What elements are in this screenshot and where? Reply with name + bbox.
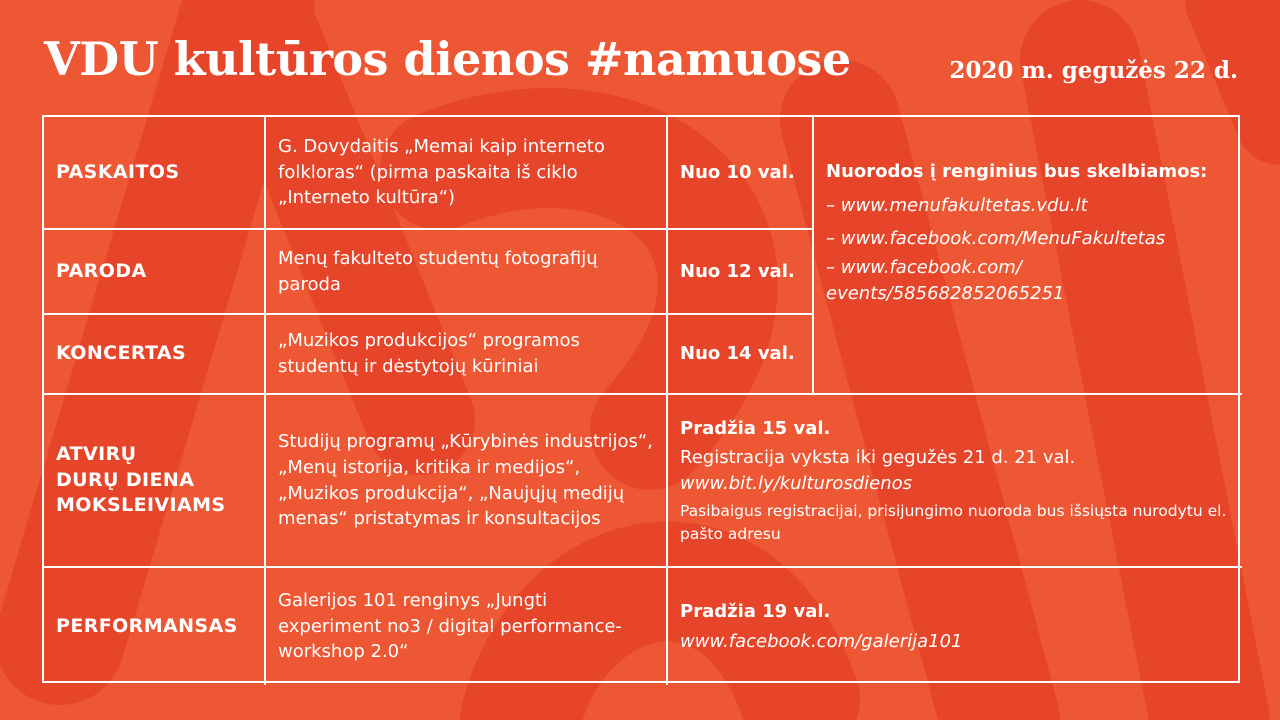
description-performance: Galerijos 101 renginys „Jungti experiment no3 / digital performance-workshop 2.0“	[266, 568, 668, 685]
link-menufakultetas[interactable]: – www.menufakultetas.vdu.lt	[826, 195, 1088, 217]
category-performance: PERFORMANSAS	[44, 568, 266, 685]
category-exhibition: PARODA	[44, 230, 266, 315]
page-title: VDU kultūros dienos #namuose	[44, 32, 851, 86]
time-lecture: Nuo 10 val.	[668, 117, 814, 230]
link-facebook-event[interactable]: – www.facebook.com/ events/585682852065251	[826, 257, 1065, 305]
description-lecture: G. Dovydaitis „Memai kaip interneto folkloras“ (pirma paskaita iš ciklo „Interneto kultūra“)	[266, 117, 668, 230]
links-panel	[814, 117, 1242, 395]
category-open-day-line-2: DURŲ DIENA	[56, 468, 195, 491]
category-open-day-line-3: MOKSLEIVIAMS	[56, 494, 226, 517]
category-concert: KONCERTAS	[44, 315, 266, 395]
description-concert: „Muzikos produkcijos“ programos studentų ir dėstytojų kūriniai	[266, 315, 668, 395]
category-open-day	[44, 395, 266, 568]
description-open-day: Studijų programų „Kūrybinės industrijos“, „Menų istorija, kritika ir medijos“, „Muzikos produkcija“, „Naujųjų medijų menas“ pristatymas ir konsultacijos	[266, 395, 668, 568]
description-exhibition: Menų fakulteto studentų fotografijų paroda	[266, 230, 668, 315]
category-lecture: PASKAITOS	[44, 117, 266, 230]
details-open-day	[668, 395, 1242, 568]
links-heading: Nuorodos į renginius bus skelbiamos:	[826, 160, 1208, 182]
details-performance	[668, 568, 1242, 685]
start-open-day: Pradžia 15 val.	[680, 417, 831, 439]
time-concert: Nuo 14 val.	[668, 315, 814, 395]
link-registration[interactable]: www.bit.ly/kulturosdienos	[680, 472, 913, 494]
registration-open-day: Registracija vyksta iki gegužės 21 d. 21 val.	[680, 447, 1076, 469]
category-open-day-line-1: ATVIRŲ	[56, 443, 137, 466]
note-open-day: Pasibaigus registracijai, prisijungimo nuoroda bus išsiųsta nurodytu el. pašto adresu	[680, 502, 1227, 543]
link-facebook-page[interactable]: – www.facebook.com/MenuFakultetas	[826, 227, 1166, 249]
schedule-table	[42, 115, 1240, 683]
time-exhibition: Nuo 12 val.	[668, 230, 814, 315]
start-performance: Pradžia 19 val.	[680, 600, 831, 622]
event-date: 2020 m. gegužės 22 d.	[949, 57, 1238, 84]
link-galerija[interactable]: www.facebook.com/galerija101	[680, 630, 963, 652]
